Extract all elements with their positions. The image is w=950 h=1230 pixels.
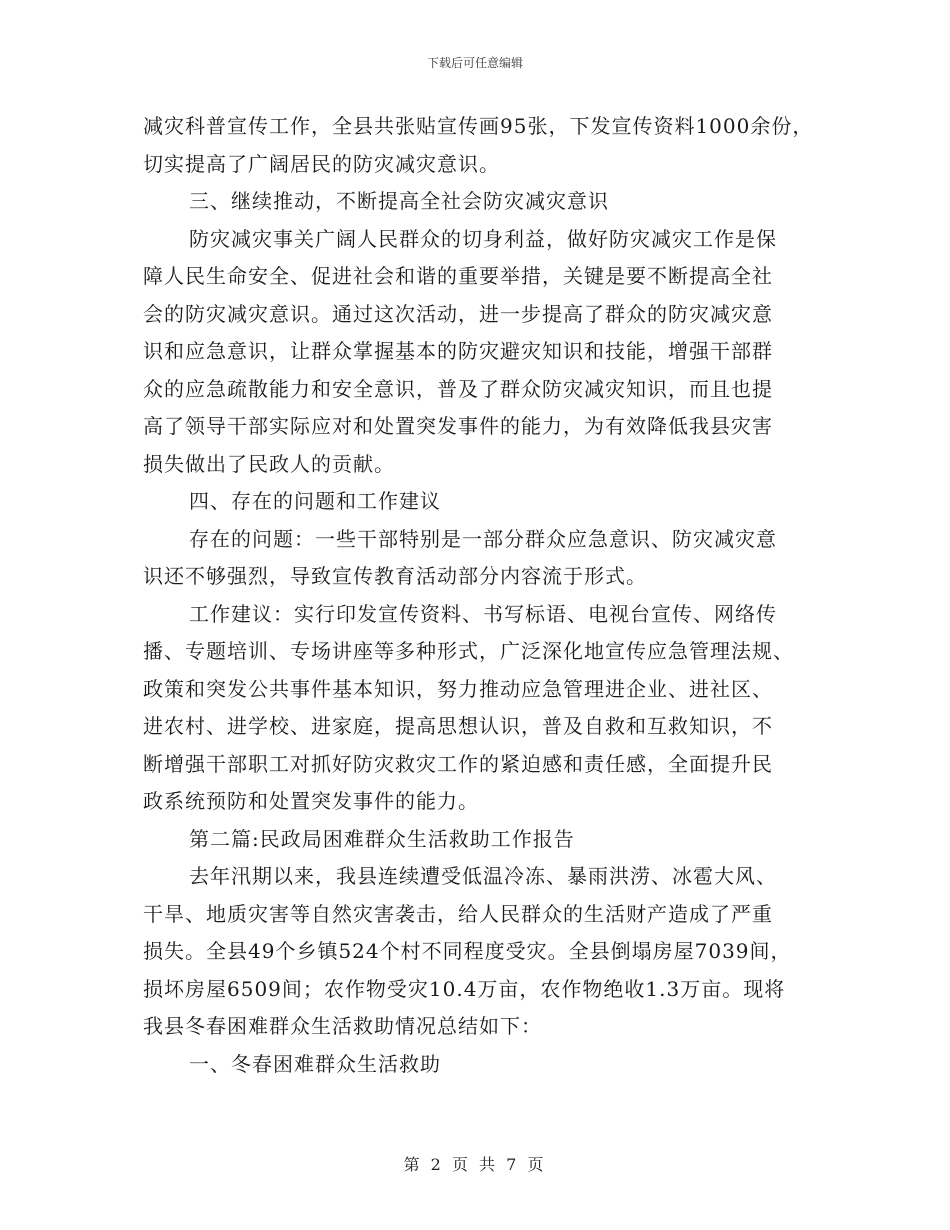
text-line: 减灾科普宣传工作，全县共张贴宣传画95张，下发宣传资料1000余份， [143, 114, 814, 138]
text-line: 会的防灾减灾意识。通过这次活动，进一步提高了群众的防灾减灾意 [143, 301, 773, 326]
text-line: 损失。全县49个乡镇524个村不同程度受灾。全县倒塌房屋7039间， [143, 939, 792, 963]
text-line: 识和应急意识，让群众掌握基本的防灾避灾知识和技能，增强干部群 [143, 339, 773, 363]
text-line: 众的应急疏散能力和安全意识，普及了群众防灾减灾知识，而且也提 [143, 376, 773, 401]
text-line: 高了领导干部实际应对和处置突发事件的能力，为有效降低我县灾害 [143, 414, 773, 438]
page-number-footer: 第 2 页 共 7 页 [403, 1155, 547, 1174]
text-line: 切实提高了广阔居民的防灾减灾意识。 [143, 151, 500, 176]
text-line: 损失做出了民政人的贡献。 [143, 451, 395, 476]
text-line: 障人民生命安全、促进社会和谐的重要举措，关键是要不断提高全社 [143, 264, 773, 288]
page-header: 下载后可任意编辑 [426, 56, 523, 70]
text-line: 进农村、进学校、进家庭，提高思想认识，普及自救和互救知识，不 [143, 714, 773, 738]
text-line: 工作建议：实行印发宣传资料、书写标语、电视台宣传、网络传 [189, 601, 777, 626]
text-line: 政系统预防和处置突发事件的能力。 [143, 789, 479, 813]
text-line: 一、冬春困难群众生活救助 [189, 1051, 441, 1076]
text-line: 四、存在的问题和工作建议 [189, 489, 441, 513]
text-line: 政策和突发公共事件基本知识，努力推动应急管理进企业、进社区、 [143, 676, 773, 701]
text-line: 防灾减灾事关广阔人民群众的切身利益，做好防灾减灾工作是保 [189, 226, 777, 251]
text-line: 干旱、地质灾害等自然灾害袭击，给人民群众的生活财产造成了严重 [143, 901, 773, 926]
text-line: 存在的问题：一些干部特别是一部分群众应急意识、防灾减灾意 [189, 526, 777, 551]
text-line: 识还不够强烈，导致宣传教育活动部分内容流于形式。 [143, 564, 647, 588]
text-line: 播、专题培训、专场讲座等多种形式，广泛深化地宣传应急管理法规、 [143, 639, 794, 663]
text-line: 断增强干部职工对抓好防灾救灾工作的紧迫感和责任感，全面提升民 [143, 751, 773, 776]
text-line: 去年汛期以来，我县连续遭受低温冷冻、暴雨洪涝、冰雹大风、 [189, 864, 777, 888]
text-line: 我县冬春困难群众生活救助情况总结如下： [143, 1014, 542, 1038]
document-body [143, 108, 823, 1083]
text-line: 三、继续推动，不断提高全社会防灾减灾意识 [189, 189, 609, 213]
text-line: 损坏房屋6509间；农作物受灾10.4万亩，农作物绝收1.3万亩。现将 [143, 976, 786, 1001]
text-line: 第二篇:民政局困难群众生活救助工作报告 [189, 826, 575, 851]
